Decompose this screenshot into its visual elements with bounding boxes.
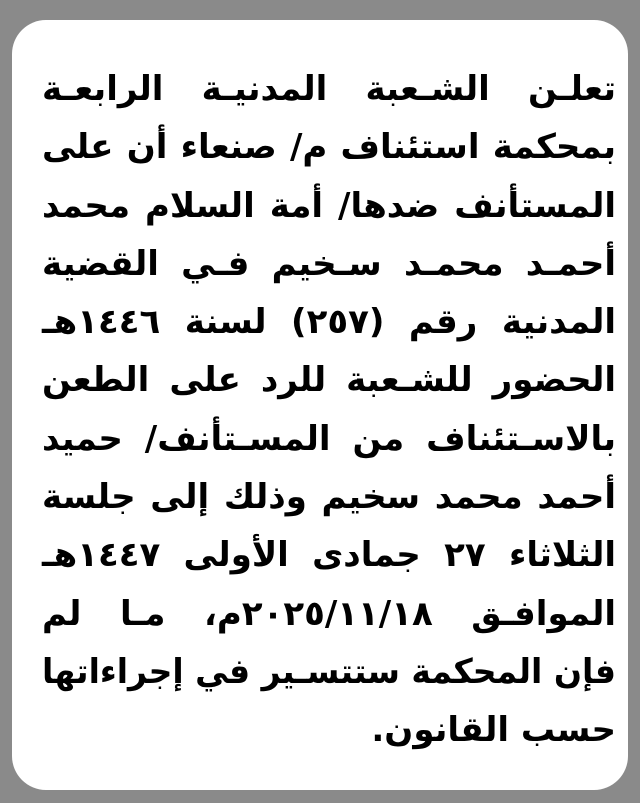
notice-line-7: بالاسـتئناف من المسـتأنف/ حميد [42,418,616,459]
notice-line-11: فإن المحكمة ستتسـير في إجراءاتها [41,651,616,692]
notice-line-2: بمحكمة استئناف م/ صنعاء أن على [42,127,616,168]
notice-line-1: تعلـن الشـعبة المدنيـة الرابعـة [42,69,616,109]
notice-line-8: أحمد محمد سخيم وذلك إلى جلسة [42,477,616,518]
notice-line-5: المدنية رقم (٢٥٧) لسنة ١٤٤٦هـ [42,302,616,343]
notice-line-4: أحمـد محمـد سـخيم فـي القضية [42,243,616,284]
notice-text [42,60,616,760]
notice-line-3: المستأنف ضدها/ أمة السلام محمد [42,185,616,226]
notice-line-10: الموافـق ٢٠٢٥/١١/١٨م، مـا لم [42,593,616,634]
notice-card [12,20,628,790]
notice-line-9: الثلاثاء ٢٧ جمادى الأولى ١٤٤٧هـ [42,535,616,576]
notice-line-6: الحضور للشـعبة للرد على الطعن [42,360,616,401]
notice-line-12: حسب القانون. [371,710,616,751]
